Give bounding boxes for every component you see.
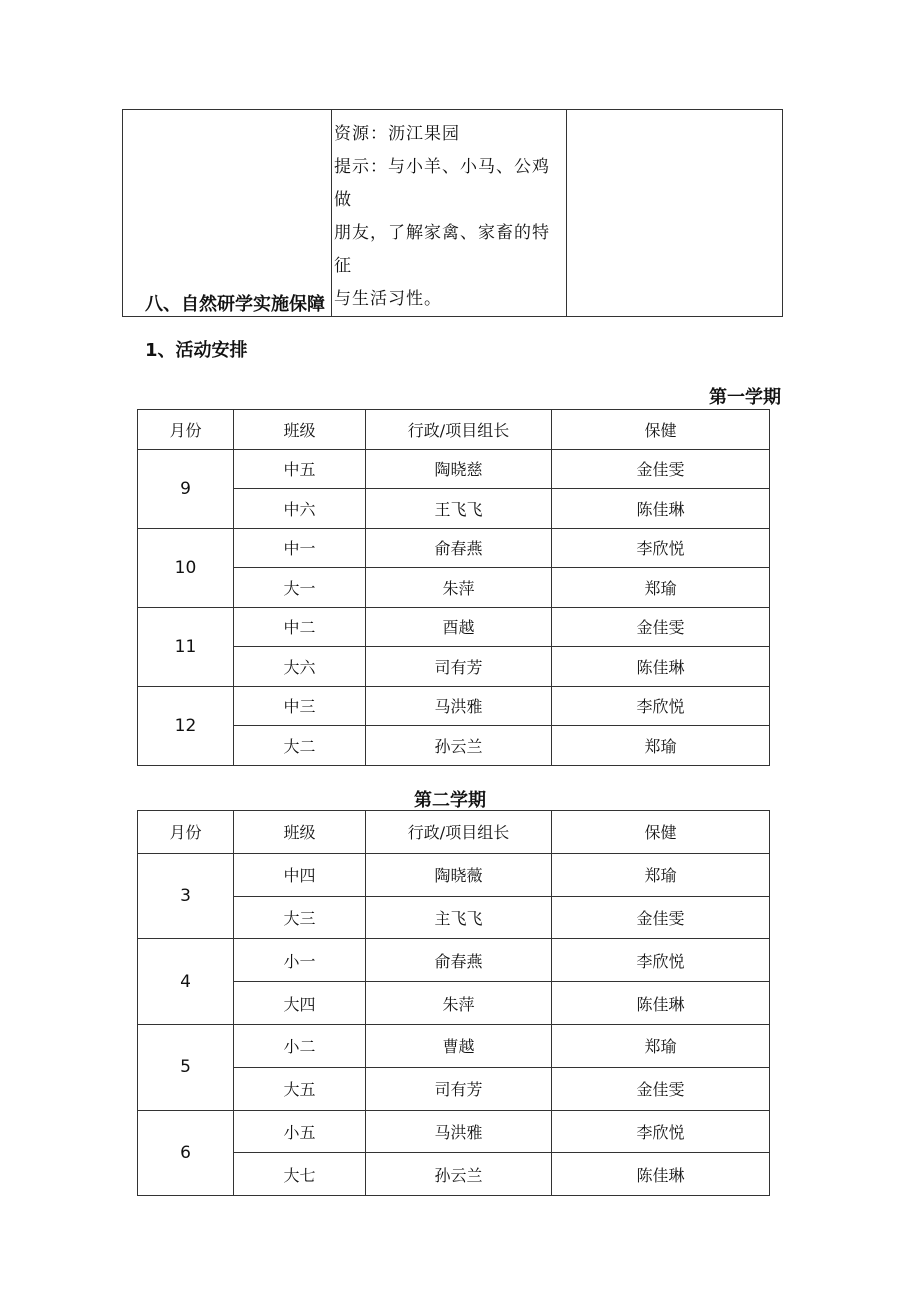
header-class: 班级 [234,811,366,854]
table-row [138,607,770,647]
class-cell: 小五 [234,1110,366,1153]
empty-cell-right [567,110,783,317]
header-row [138,811,770,854]
table-row [138,528,770,568]
header-leader: 行政/项目组长 [366,410,552,450]
health-cell: 郑瑜 [552,1024,770,1067]
class-cell: 大五 [234,1067,366,1110]
table-row [138,1110,770,1153]
leader-cell: 俞春燕 [366,528,552,568]
health-cell: 金佳雯 [552,896,770,939]
leader-cell: 曹越 [366,1024,552,1067]
class-cell: 中二 [234,607,366,647]
health-cell: 李欣悦 [552,528,770,568]
leader-cell: 马洪雅 [366,686,552,726]
month-cell: 9 [138,449,234,528]
leader-cell: 主飞飞 [366,896,552,939]
leader-cell: 陶晓薇 [366,853,552,896]
health-cell: 陈佳琳 [552,489,770,529]
header-class: 班级 [234,410,366,450]
header-row [138,410,770,450]
class-cell: 大六 [234,647,366,687]
header-leader: 行政/项目组长 [366,811,552,854]
month-cell: 10 [138,528,234,607]
health-cell: 陈佳琳 [552,647,770,687]
month-cell: 5 [138,1024,234,1110]
header-month: 月份 [138,410,234,450]
class-cell: 中六 [234,489,366,529]
health-cell: 金佳雯 [552,1067,770,1110]
resource-text: 资源：沥江果园 [334,124,460,144]
month-cell: 6 [138,1110,234,1196]
table-row [138,686,770,726]
class-cell: 中五 [234,449,366,489]
leader-cell: 孙云兰 [366,1153,552,1196]
leader-cell: 朱萍 [366,982,552,1025]
table-row [138,449,770,489]
header-month: 月份 [138,811,234,854]
month-cell: 3 [138,853,234,939]
leader-cell: 朱萍 [366,568,552,608]
section-title: 八、自然研学实施保障 [145,294,325,315]
hint-line: 提示：与小羊、小马、公鸡做 [334,157,550,210]
table-row [138,1024,770,1067]
empty-cell-left [123,110,332,317]
month-cell: 4 [138,939,234,1025]
class-cell: 中四 [234,853,366,896]
leader-cell: 司有芳 [366,647,552,687]
leader-cell: 司有芳 [366,1067,552,1110]
table-row [138,853,770,896]
health-cell: 金佳雯 [552,449,770,489]
health-cell: 郑瑜 [552,568,770,608]
leader-cell: 马洪雅 [366,1110,552,1153]
health-cell: 陈佳琳 [552,1153,770,1196]
table-row [138,939,770,982]
resource-table [122,109,783,317]
header-health: 保健 [552,811,770,854]
leader-cell: 陶晓慈 [366,449,552,489]
health-cell: 郑瑜 [552,726,770,766]
class-cell: 小二 [234,1024,366,1067]
header-health: 保健 [552,410,770,450]
semester-1-table [137,409,770,766]
class-cell: 大一 [234,568,366,608]
month-cell: 11 [138,607,234,686]
leader-cell: 孙云兰 [366,726,552,766]
leader-cell: 王飞飞 [366,489,552,529]
resource-cell [332,110,567,317]
health-cell: 李欣悦 [552,1110,770,1153]
month-cell: 12 [138,686,234,765]
class-cell: 大三 [234,896,366,939]
class-cell: 大二 [234,726,366,766]
health-cell: 陈佳琳 [552,982,770,1025]
class-cell: 中一 [234,528,366,568]
semester-2-table [137,810,770,1196]
health-cell: 金佳雯 [552,607,770,647]
class-cell: 大四 [234,982,366,1025]
semester-2-title: 第二学期 [414,790,486,811]
leader-cell: 酉越 [366,607,552,647]
class-cell: 小一 [234,939,366,982]
leader-cell: 俞春燕 [366,939,552,982]
health-cell: 李欣悦 [552,686,770,726]
semester-1-title: 第一学期 [709,387,781,408]
health-cell: 李欣悦 [552,939,770,982]
hint-line: 与生活习性。 [334,289,442,309]
health-cell: 郑瑜 [552,853,770,896]
hint-line: 朋友，了解家禽、家畜的特征 [334,223,550,276]
class-cell: 大七 [234,1153,366,1196]
sub-title: 1、活动安排 [145,340,248,361]
class-cell: 中三 [234,686,366,726]
